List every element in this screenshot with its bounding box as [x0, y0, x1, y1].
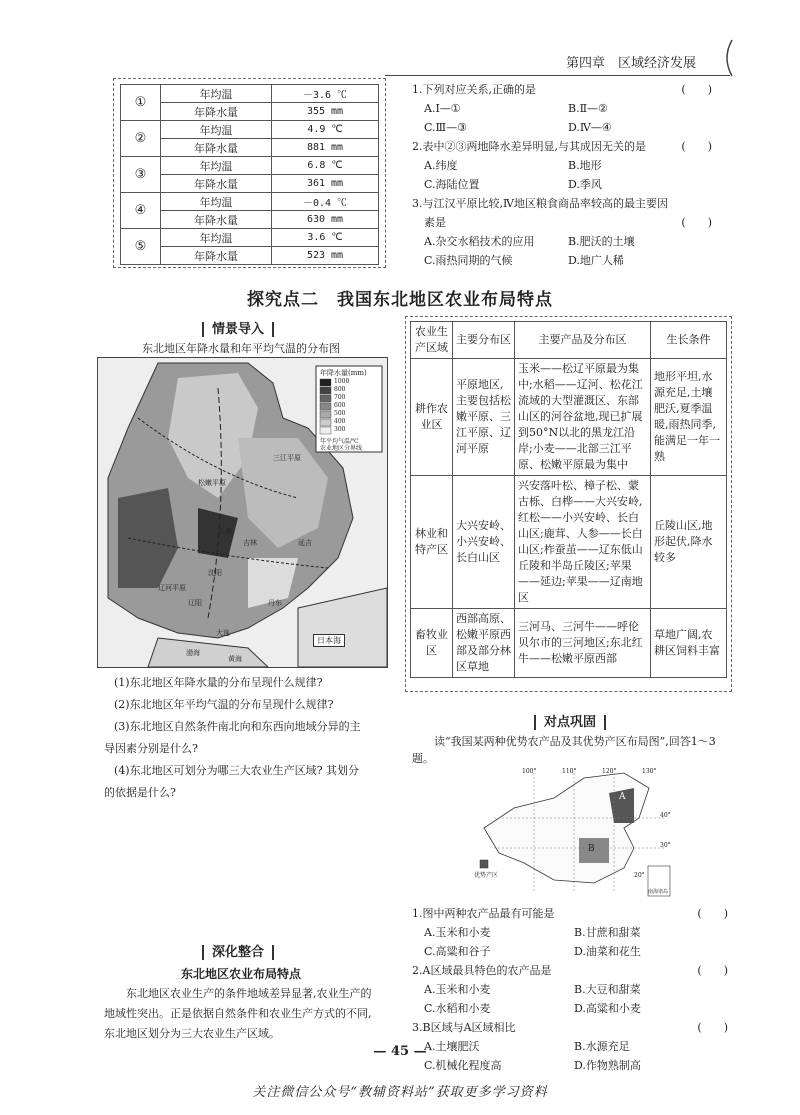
china-map	[474, 768, 674, 900]
option[interactable]: A.玉米和小麦	[424, 983, 491, 996]
agri-table-header: 生长条件	[651, 322, 727, 359]
northeast-map	[97, 357, 388, 668]
legend-swatch	[320, 379, 331, 386]
deepen-heading: 深化整合	[188, 941, 288, 960]
climate-site-id: ①	[121, 85, 161, 121]
agri-zone: 林业和特产区	[411, 476, 453, 609]
option-row	[412, 232, 712, 251]
option-row	[412, 118, 712, 137]
agri-distribution: 西部高原、松嫩平原西部及部分林区草地	[453, 609, 515, 678]
agri-conditions: 草地广阔,农耕区饲料丰富	[651, 609, 727, 678]
china-map-graphic	[474, 768, 674, 900]
legend-label: 400	[334, 418, 346, 425]
question	[412, 961, 728, 1018]
answer-paren[interactable]: ( )	[681, 83, 712, 96]
footer-note: 关注微信公众号“教辅资料站”获取更多学习资料	[252, 1085, 548, 1100]
rain-value: 355 mm	[272, 103, 379, 121]
agri-products: 兴安落叶松、樟子松、蒙古栎、白桦——大兴安岭,红松——小兴安岭、长白山区;鹿茸、人参——长白山区;柞蚕茧——辽东低山丘陵和半岛丘陵区;苹果——延边;苹果——辽南地区	[515, 476, 651, 609]
map-label-shenyang: 沈阳	[208, 569, 222, 577]
climate-site-id: ②	[121, 121, 161, 157]
temp-value: －3.6 ℃	[272, 85, 379, 103]
china-map-label-130: 130°	[642, 768, 657, 775]
intro-question-line: (4)东北地区可划分为哪三大农业生产区域? 其划分	[114, 764, 359, 777]
china-map-label-30: 30°	[660, 842, 671, 849]
temp-label: 年均温	[161, 157, 272, 175]
legend-swatch	[320, 419, 331, 426]
answer-paren[interactable]: ( )	[681, 140, 712, 153]
rain-label: 年降水量	[161, 211, 272, 229]
map-label-liaohe: 辽河平原	[158, 584, 186, 592]
practice-heading: 对点巩固	[520, 711, 620, 730]
temp-value: 4.9 ℃	[272, 121, 379, 139]
agri-distribution: 大兴安岭、小兴安岭、长白山区	[453, 476, 515, 609]
agri-conditions: 丘陵山区,地形起伏,降水较多	[651, 476, 727, 609]
deepen-subtitle: 东北地区农业布局特点	[180, 967, 301, 981]
option[interactable]: D.油菜和花生	[574, 945, 641, 958]
climate-site-id: ④	[121, 193, 161, 229]
question-stem-text: 素是	[424, 216, 446, 229]
agri-table-box	[405, 316, 732, 692]
climate-row	[121, 193, 379, 211]
question	[412, 137, 712, 194]
option[interactable]: B.大豆和甜菜	[574, 983, 641, 996]
question-stem-text: 1.图中两种农产品最有可能是	[412, 907, 555, 920]
deepen-line: 东北地区划分为三大农业生产区域。	[104, 1027, 280, 1040]
map-label-sanjiang: 三江平原	[273, 454, 301, 462]
option[interactable]: C.高粱和谷子	[424, 945, 491, 958]
map-legend-lines	[320, 438, 362, 452]
option-row	[412, 942, 728, 961]
option[interactable]: B.水源充足	[574, 1040, 630, 1053]
climate-site-id: ⑤	[121, 229, 161, 265]
option-row	[412, 99, 712, 118]
question-stem	[412, 961, 728, 980]
question-stem-text: 2.A区域最具特色的农产品是	[412, 964, 552, 977]
climate-row	[121, 229, 379, 247]
china-map-label-20: 20°	[634, 872, 645, 879]
map-label-liaoyang: 辽阳	[188, 599, 202, 607]
option[interactable]: D.季风	[568, 178, 602, 191]
intro-question-line: 导因素分别是什么?	[104, 742, 198, 755]
china-map-label-a: A	[619, 792, 626, 802]
question-stem-text: 2.表中②③两地降水差异明显,与其成因无关的是	[412, 140, 646, 153]
map-legend-title: 年降水量(mm)	[320, 369, 367, 377]
option-row	[412, 999, 728, 1018]
china-map-label-40: 40°	[660, 812, 671, 819]
legend-line-label: 年平均气温/℃	[320, 438, 359, 445]
answer-paren[interactable]: ( )	[697, 907, 728, 920]
china-map-label-b: B	[588, 844, 595, 854]
agri-products: 玉米——松辽平原最为集中;水稻——辽河、松花江流域的大型灌溉区、东部山区的河谷盆地,现已扩展到50°N以北的黑龙江沿岸;小麦——北部三江平原、松嫩平原最为集中	[515, 359, 651, 476]
option-row	[412, 980, 728, 999]
china-map-legend-label: 优势产区	[474, 872, 499, 879]
option-row	[412, 923, 728, 942]
legend-label: 800	[334, 386, 346, 393]
question	[412, 194, 712, 270]
rain-value: 523 mm	[272, 247, 379, 265]
header-bracket-icon	[718, 38, 738, 78]
agri-conditions: 地形平坦,水源充足,土壤肥沃,夏季温暖,雨热同季,能满足一年一熟	[651, 359, 727, 476]
question	[412, 80, 712, 137]
map-label-songnen: 松嫩平原	[198, 479, 226, 487]
question-stem-text: 3.与江汉平原比较,Ⅳ地区粮食商品率较高的最主要因	[412, 197, 668, 210]
rain-value: 630 mm	[272, 211, 379, 229]
climate-table-box	[113, 78, 386, 268]
option[interactable]: A.Ⅰ—①	[424, 102, 461, 115]
legend-swatch	[320, 427, 331, 434]
option[interactable]: D.地广人稀	[568, 254, 624, 267]
agri-table-header: 主要产品及分布区	[515, 322, 651, 359]
legend-swatch	[320, 395, 331, 402]
legend-swatch	[320, 411, 331, 418]
option-row	[412, 175, 712, 194]
option[interactable]: A.玉米和小麦	[424, 926, 491, 939]
agri-table-row	[411, 476, 727, 609]
china-map-label-110: 110°	[562, 768, 577, 775]
agri-table-row	[411, 359, 727, 476]
agri-zone: 畜牧业区	[411, 609, 453, 678]
intro-questions	[104, 672, 394, 804]
option[interactable]: C.水稻和小麦	[424, 1002, 491, 1015]
intro-question-line: 的依据是什么?	[104, 786, 176, 799]
question-stem	[412, 194, 712, 213]
answer-paren[interactable]: ( )	[697, 1021, 728, 1034]
question-stem	[412, 80, 712, 99]
rain-value: 361 mm	[272, 175, 379, 193]
page-number: — 45 —	[373, 1044, 427, 1059]
map-label-changchun: 长春	[218, 527, 232, 535]
temp-value: 6.8 ℃	[272, 157, 379, 175]
legend-line-label: 农业地区分界线	[320, 445, 363, 452]
answer-paren[interactable]: ( )	[681, 216, 712, 229]
temp-label: 年均温	[161, 229, 272, 247]
map-legend-labels	[334, 378, 349, 434]
agri-table-header: 主要分布区	[453, 322, 515, 359]
question-stem-text: 3.B区域与A区域相比	[412, 1021, 516, 1034]
agri-distribution: 平原地区,主要包括松嫩平原、三江平原、辽河平原	[453, 359, 515, 476]
rain-label: 年降水量	[161, 139, 272, 157]
map-label-bohai: 渤海	[186, 649, 200, 657]
climate-row	[121, 85, 379, 103]
climate-row	[121, 121, 379, 139]
option-row	[412, 251, 712, 270]
map-label-japan-sea: 日本海	[313, 634, 345, 647]
rain-label: 年降水量	[161, 103, 272, 121]
map-label-huanghai: 黄海	[228, 655, 242, 663]
intro-question-line: (3)东北地区自然条件南北向和东西向地域分异的主	[114, 720, 361, 733]
rain-value: 881 mm	[272, 139, 379, 157]
legend-label: 700	[334, 394, 346, 401]
question-stem-cont	[412, 213, 712, 232]
map-label-yanji: 延吉	[298, 539, 312, 547]
deepen-line: 地域性突出。正是依据自然条件和农业生产方式的不同,	[104, 1007, 372, 1020]
option[interactable]: D.作物熟制高	[574, 1059, 641, 1072]
temp-label: 年均温	[161, 85, 272, 103]
agri-table-header: 农业生产区域	[411, 322, 453, 359]
chapter-header: 第四章 区域经济发展	[566, 56, 697, 71]
question-stem	[412, 137, 712, 156]
deepen-paragraph	[104, 984, 394, 1044]
agri-zone: 耕作农业区	[411, 359, 453, 476]
climate-table	[120, 84, 379, 265]
map-caption: 东北地区年降水量和年平均气温的分布图	[142, 342, 340, 355]
deepen-line: 东北地区农业生产的条件地域差异显著,农业生产的	[126, 987, 372, 1000]
china-map-label-100: 100°	[522, 768, 537, 775]
legend-swatch	[320, 403, 331, 410]
temp-label: 年均温	[161, 193, 272, 211]
rain-label: 年降水量	[161, 175, 272, 193]
rain-label: 年降水量	[161, 247, 272, 265]
map-label-dandong: 丹东	[268, 599, 282, 607]
legend-label: 600	[334, 402, 346, 409]
intro-question-line: (2)东北地区年平均气温的分布呈现什么规律?	[114, 698, 334, 711]
climate-row	[121, 157, 379, 175]
china-map-label-120: 120°	[602, 768, 617, 775]
legend-label: 500	[334, 410, 346, 417]
option[interactable]: C.海陆位置	[424, 178, 480, 191]
option[interactable]: D.Ⅳ—④	[568, 121, 612, 134]
option[interactable]: A.杂交水稻技术的应用	[424, 235, 535, 248]
option[interactable]: D.高粱和小麦	[574, 1002, 641, 1015]
option-row	[412, 156, 712, 175]
temp-label: 年均温	[161, 121, 272, 139]
option[interactable]: C.雨热同期的气候	[424, 254, 513, 267]
header-rule	[385, 75, 730, 76]
agri-table-row	[411, 609, 727, 678]
agri-table	[410, 321, 727, 678]
option[interactable]: A.土壤肥沃	[424, 1040, 480, 1053]
legend-swatch	[320, 387, 331, 394]
option[interactable]: B.肥沃的土壤	[568, 235, 635, 248]
temp-value: －0.4 ℃	[272, 193, 379, 211]
answer-paren[interactable]: ( )	[697, 964, 728, 977]
legend-label: 1000	[334, 378, 350, 385]
option[interactable]: B.Ⅱ—②	[568, 102, 608, 115]
legend-label: 300	[334, 426, 346, 433]
question-stem	[412, 904, 728, 923]
china-map-south-sea-label: 南海诸岛	[648, 889, 669, 895]
temp-value: 3.6 ℃	[272, 229, 379, 247]
question-stem-text: 1.下列对应关系,正确的是	[412, 83, 536, 96]
intro-question-line: (1)东北地区年降水量的分布呈现什么规律?	[114, 676, 323, 689]
question-stem	[412, 1018, 728, 1037]
option[interactable]: B.地形	[568, 159, 602, 172]
option[interactable]: B.甘蔗和甜菜	[574, 926, 641, 939]
climate-site-id: ③	[121, 157, 161, 193]
intro-heading: 情景导入	[188, 318, 288, 337]
map-label-jilin: 吉林	[243, 539, 257, 547]
option[interactable]: C.机械化程度高	[424, 1059, 502, 1072]
practice-intro: 读“我国某两种优势农产品及其优势产区布局图”,回答1～3题。	[412, 735, 716, 765]
questions-top	[412, 80, 712, 270]
option[interactable]: A.纬度	[424, 159, 458, 172]
agri-products: 三河马、三河牛——呼伦贝尔市的三河地区;东北红牛——松嫩平原西部	[515, 609, 651, 678]
option[interactable]: C.Ⅲ—③	[424, 121, 467, 134]
map-label-dalian: 大连	[216, 629, 230, 637]
question	[412, 904, 728, 961]
section-title: 探究点二 我国东北地区农业布局特点	[247, 290, 553, 310]
